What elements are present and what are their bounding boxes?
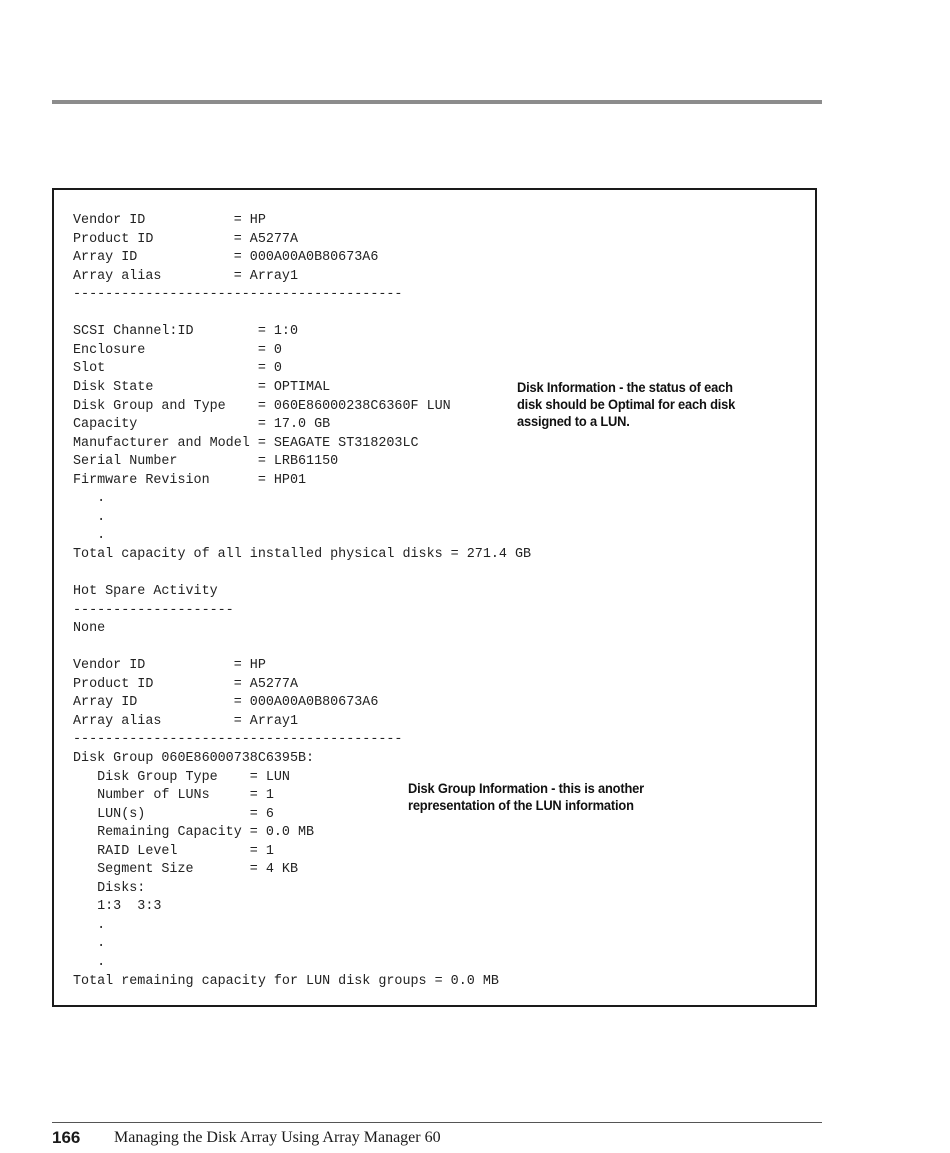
- code-line: Total capacity of all installed physical disks = 271.4 GB: [73, 546, 532, 562]
- code-line: .: [73, 955, 106, 970]
- callout-line: Disk Group Information - this is another: [408, 780, 644, 796]
- code-line: Firmware Revision = HP01: [73, 472, 307, 488]
- code-line: RAID Level = 1: [73, 843, 274, 859]
- callout-line: Disk Information - the status of each: [517, 379, 733, 395]
- code-line: Capacity = 17.0 GB: [73, 417, 331, 433]
- code-line: Disks:: [73, 880, 146, 896]
- disk-group-information-callout: [408, 780, 644, 814]
- callout-line: representation of the LUN information: [408, 797, 634, 813]
- code-line: Product ID = A5277A: [73, 231, 298, 247]
- code-line: SCSI Channel:ID = 1:0: [73, 324, 298, 340]
- code-line: .: [73, 936, 106, 952]
- code-line: Number of LUNs = 1: [73, 788, 274, 804]
- footer-rule: [52, 1122, 822, 1123]
- code-line: Disk Group Type = LUN: [73, 769, 290, 785]
- callout-line: disk should be Optimal for each disk: [517, 396, 736, 412]
- disk-information-callout: [517, 379, 735, 430]
- code-line: -----------------------------------------: [73, 287, 403, 303]
- running-title: Managing the Disk Array Using Array Manager 60: [114, 1129, 441, 1146]
- code-line: -----------------------------------------: [73, 732, 403, 748]
- code-line: Slot = 0: [73, 361, 282, 377]
- header-rule: [52, 100, 822, 104]
- code-line: Manufacturer and Model = SEAGATE ST318203LC: [73, 435, 419, 451]
- code-line: Array ID = 000A00A0B80673A6: [73, 695, 379, 711]
- code-line: Array ID = 000A00A0B80673A6: [73, 250, 379, 266]
- code-line: --------------------: [73, 602, 234, 618]
- code-line: LUN(s) = 6: [73, 806, 274, 822]
- code-line: Disk Group 060E86000738C6395B:: [73, 750, 315, 766]
- code-line: Array alias = Array1: [73, 713, 298, 729]
- code-line: Vendor ID = HP: [73, 658, 266, 674]
- code-listing-box: [52, 188, 817, 1007]
- code-line: .: [73, 528, 106, 544]
- code-line: Segment Size = 4 KB: [73, 862, 298, 878]
- code-line: 1:3 3:3: [73, 899, 162, 915]
- code-line: Enclosure = 0: [73, 342, 282, 358]
- code-line: Product ID = A5277A: [73, 676, 298, 692]
- callout-line: assigned to a LUN.: [517, 413, 630, 429]
- code-line: Total remaining capacity for LUN disk groups = 0.0 MB: [73, 973, 499, 989]
- code-line: Vendor ID = HP: [73, 213, 266, 228]
- code-line: Serial Number = LRB61150: [73, 454, 339, 470]
- code-line: None: [73, 621, 106, 637]
- code-line: .: [73, 509, 106, 525]
- code-line: .: [73, 491, 106, 507]
- code-line: .: [73, 917, 106, 933]
- code-line: Array alias = Array1: [73, 268, 298, 284]
- page-number: 166: [52, 1128, 81, 1147]
- code-line: Remaining Capacity = 0.0 MB: [73, 825, 315, 841]
- code-line: Disk Group and Type = 060E86000238C6360F LUN: [73, 398, 451, 414]
- code-line: Disk State = OPTIMAL: [73, 379, 331, 395]
- code-line: Hot Spare Activity: [73, 584, 218, 599]
